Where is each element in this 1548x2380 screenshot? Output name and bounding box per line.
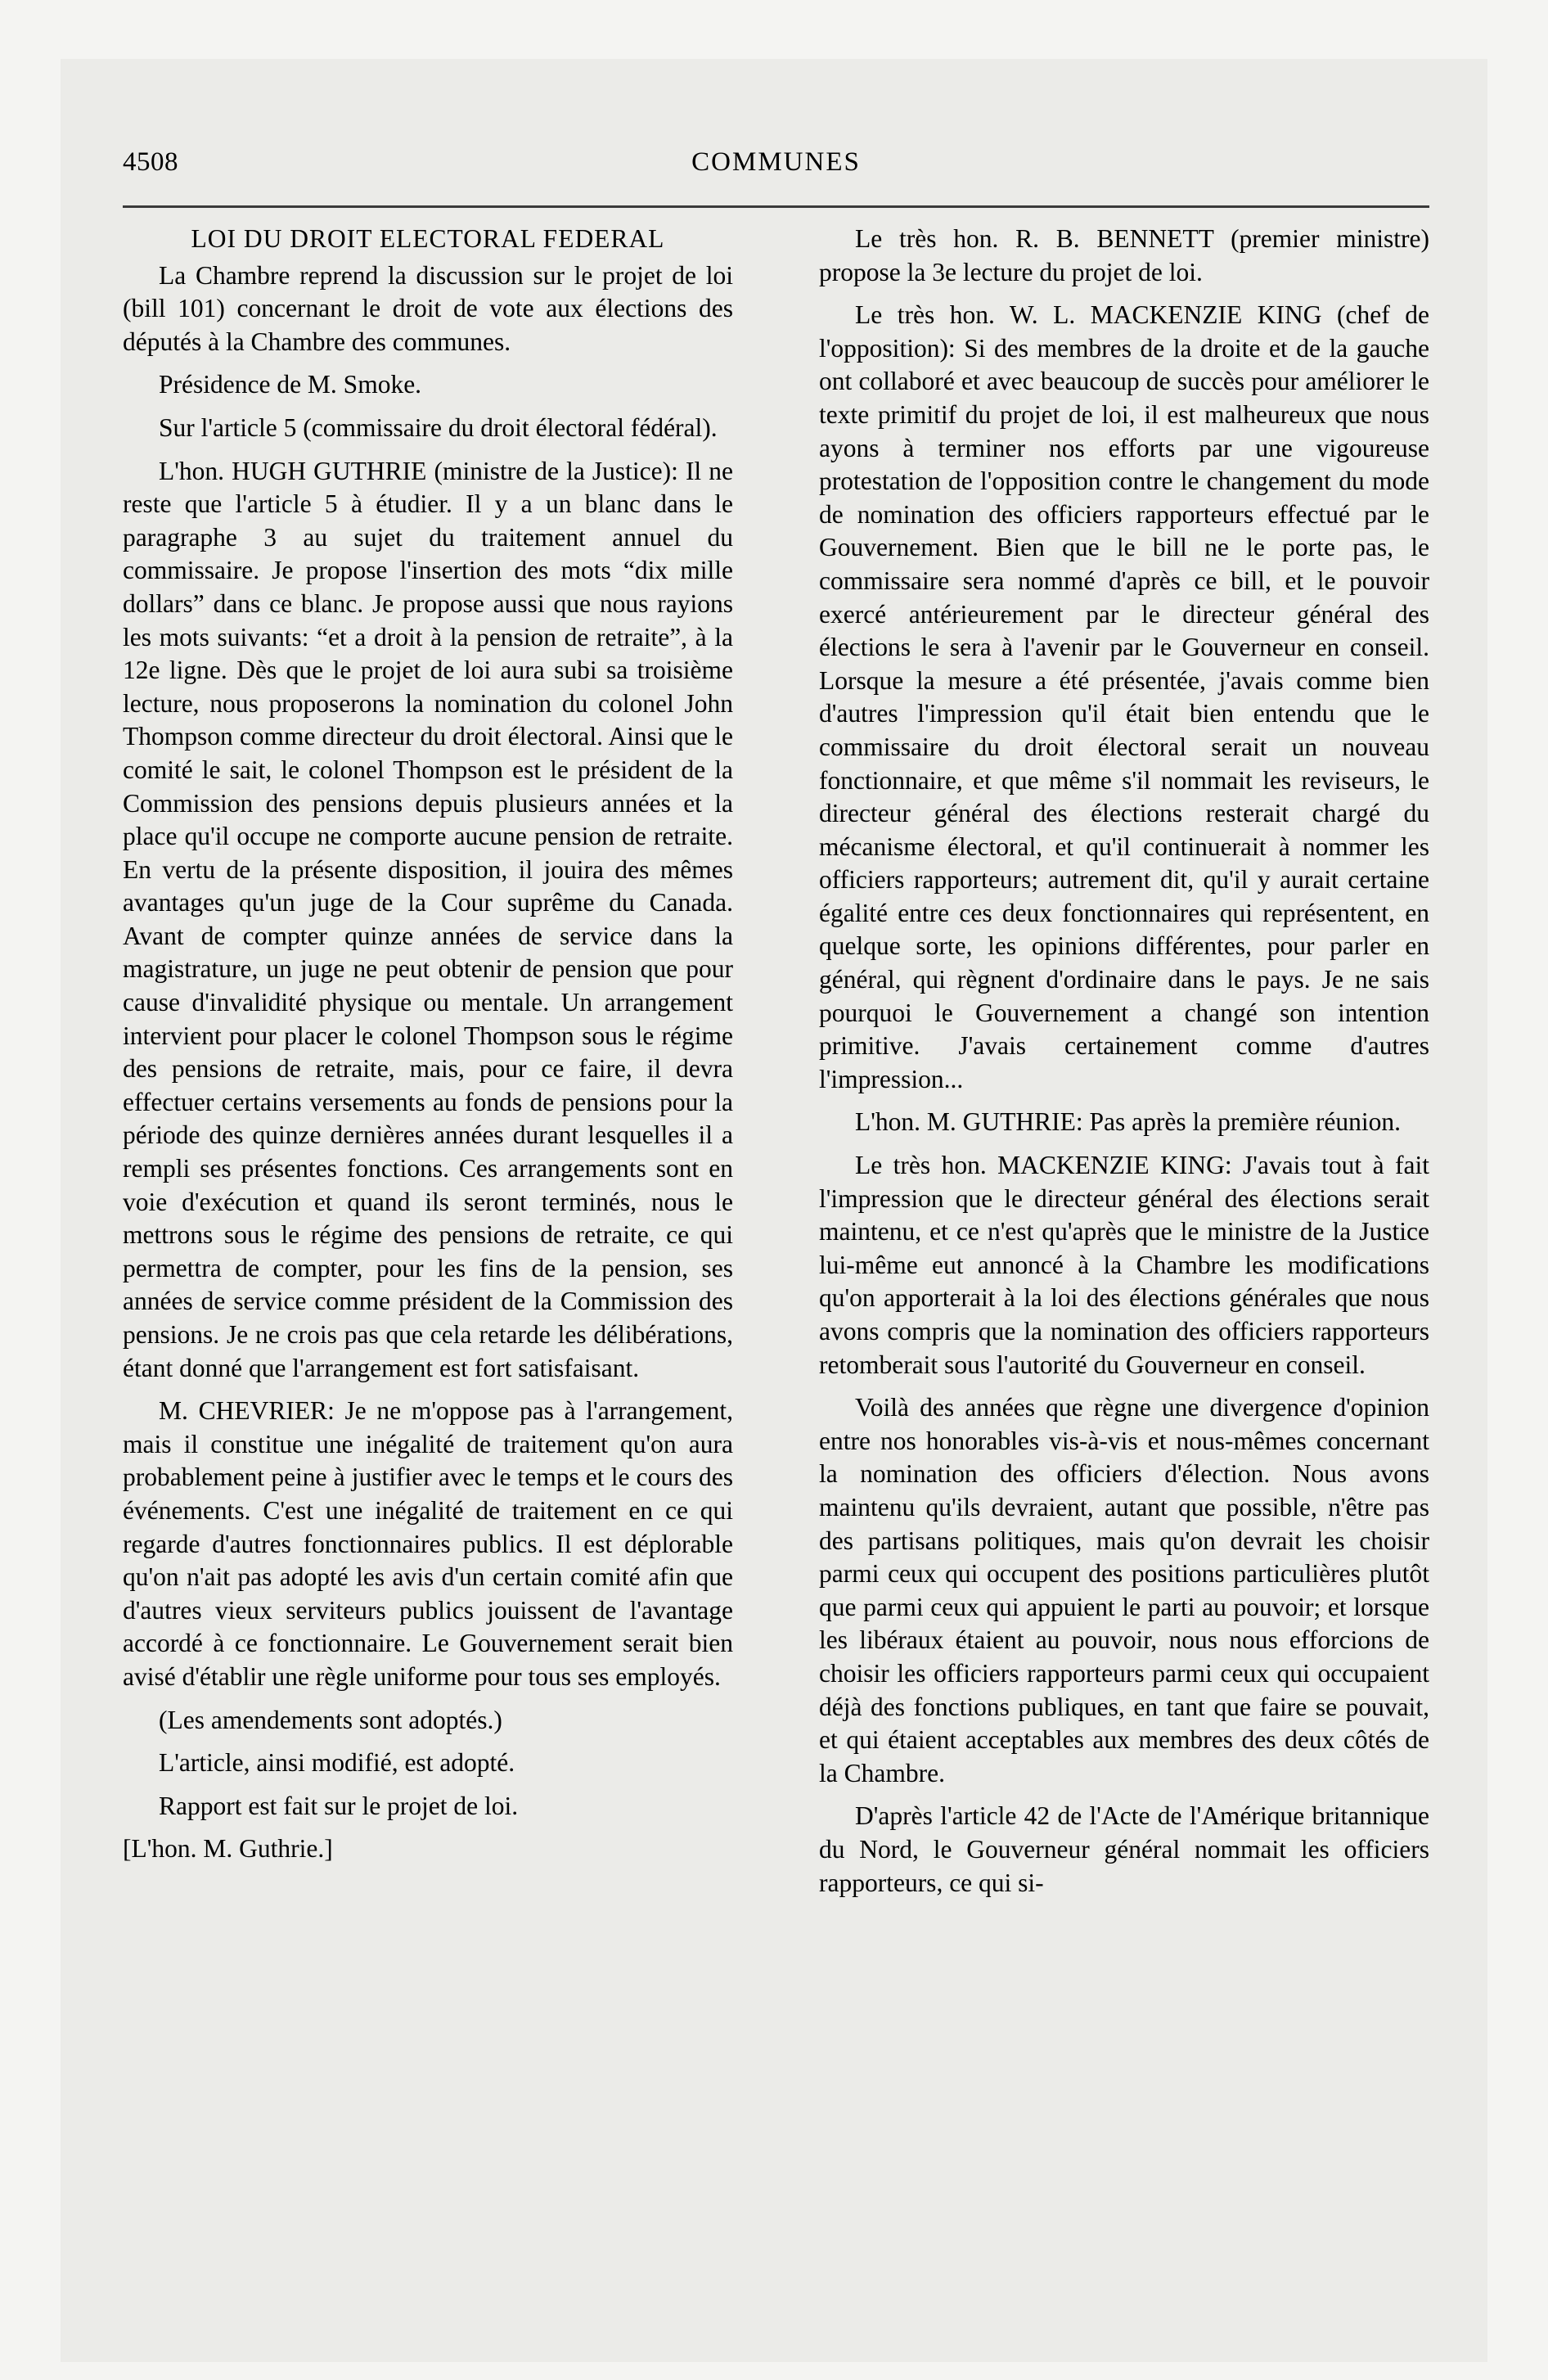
paragraph: Le très hon. MACKENZIE KING: J'avais tout à fait l'impression que le directeur général des élections serait maintenu, et ce n'est qu'après que le ministre de la Justice lui-même eut annoncé à la Chambre les modifications qu'on apporterait à la loi des élections générales que nous avons compris que la nomination des officiers rapporteurs retomberait sous l'autorité du Gouverneur en conseil. (819, 1151, 1429, 1379)
speaker-note: [L'hon. M. Guthrie.] (123, 1834, 333, 1864)
page-number: 4508 (123, 147, 178, 177)
left-column (123, 223, 733, 1876)
paragraph: Sur l'article 5 (commissaire du droit électoral fédéral). (159, 412, 718, 442)
paragraph: Le très hon. W. L. MACKENZIE KING (chef de l'opposition): Si des membres de la droite et de la gauche ont collaboré et avec beaucoup de succès pour améliorer le texte primitif du projet de loi, il est malheureux que nous ayons à terminer nos efforts par une vigoureuse protestation de l'opposition contre le changement du mode de nomination des officiers rapporteurs effectué par le Gouvernement. Bien que le bill ne le porte pas, le commissaire sera nommé d'après ce bill, et le pouvoir exercé antérieurement par le directeur général des élections le sera à l'avenir par le Gouverneur en conseil. Lorsque la mesure a été présentée, j'avais comme bien d'autres l'impression qu'il était bien entendu que le commissaire du droit électoral serait un nouveau fonctionnaire, et que même s'il nommait les reviseurs, le directeur général des élections resterait chargé du mécanisme électoral, et qu'il continuerait à nommer les officiers rapporteurs; autrement dit, qu'il y aurait certaine égalité entre ces deux fonctionnaires qui représentent, en quelque sorte, les opinions différentes, pour parler en général, qui règnent d'ordinaire dans le pays. Je ne sais pourquoi le Gouvernement a changé son intention primitive. J'avais certainement comme d'autres l'impression... (819, 300, 1429, 1093)
paragraph: L'article, ainsi modifié, est adopté. (159, 1748, 515, 1778)
paragraph: La Chambre reprend la discussion sur le projet de loi (bill 101) concernant le droit de vote aux élections des députés à la Chambre des communes. (123, 260, 733, 356)
section-heading: LOI DU DROIT ELECTORAL FEDERAL (191, 224, 665, 253)
header-rule (123, 205, 1429, 208)
paragraph: (Les amendements sont adoptés.) (159, 1705, 502, 1734)
paragraph: Présidence de M. Smoke. (159, 370, 422, 399)
right-column (819, 223, 1429, 1909)
journal-title: COMMUNES (691, 147, 861, 177)
paragraph: Voilà des années que règne une divergence d'opinion entre nos honorables vis-à-vis et nous-mêmes concernant la nomination des officiers d'élection. Nous avons maintenu qu'ils devraient, autant que possible, n'être pas des partisans politiques, mais qu'on devrait les choisir parmi ceux qui occupent des positions particulières plutôt que parmi ceux qui appuient le parti au pouvoir; et lorsque les libéraux étaient au pouvoir, nous nous efforcions de choisir les officiers rapporteurs parmi ceux qui occupaient déjà des fonctions publiques, en tant que faire se pouvait, et qui étaient acceptables aux membres des deux côtés de la Chambre. (819, 1393, 1429, 1787)
running-head (123, 139, 1429, 188)
paragraph: L'hon. HUGH GUTHRIE (ministre de la Justice): Il ne reste que l'article 5 à étudier. Il y a un blanc dans le paragraphe 3 au sujet du traitement annuel du commissaire. Je propose l'insertion des mots “dix mille dollars” dans ce blanc. Je propose aussi que nous rayions les mots suivants: “et a droit à la pension de retraite”, à la 12e ligne. Dès que le projet de loi aura subi sa troisième lecture, nous proposerons la nomination du colonel John Thompson comme directeur du droit électoral. Ainsi que le comité le sait, le colonel Thompson est le président de la Commission des pensions depuis plusieurs années et la place qu'il occupe ne comporte aucune pension de retraite. En vertu de la présente disposition, il jouira des mêmes avantages qu'un juge de la Cour suprême du Canada. Avant de compter quinze années de service dans la magistrature, un juge ne peut obtenir de pension que pour cause d'invalidité physique ou mentale. Un arrangement intervient pour placer le colonel Thompson sous le régime des pensions de retraite, mais, pour ce faire, il devra effectuer certains versements au fonds de pensions pour la période des quinze dernières années durant lesquelles il a rempli ses présentes fonctions. Ces arrangements sont en voie d'exécution et quand ils seront terminés, nous le mettrons sous le régime des pensions de retraite, ce qui permettra de compter, pour les fins de la pension, ses années de service comme président de la Commission des pensions. Je ne crois pas que cela retarde les délibérations, étant donné que l'arrangement est fort satisfaisant. (123, 456, 733, 1382)
paragraph: Le très hon. R. B. BENNETT (premier ministre) propose la 3e lecture du projet de loi. (819, 224, 1429, 286)
paragraph: Rapport est fait sur le projet de loi. (159, 1791, 519, 1820)
paragraph: L'hon. M. GUTHRIE: Pas après la première réunion. (855, 1107, 1402, 1137)
paragraph: D'après l'article 42 de l'Acte de l'Amérique britannique du Nord, le Gouverneur général nommait les officiers rapporteurs, ce qui si- (819, 1801, 1429, 1897)
paragraph: M. CHEVRIER: Je ne m'oppose pas à l'arrangement, mais il constitue une inégalité de traitement qu'on aura probablement peine à justifier avec le temps et le cours des événements. C'est une inégalité de traitement en ce qui regarde d'autres fonctionnaires publics. Il est déplorable qu'on n'ait pas adopté les avis d'un certain comité afin que d'autres vieux serviteurs publics jouissent de l'avantage accordé à ce fonctionnaire. Le Gouvernement serait bien avisé d'établir une règle uniforme pour tous ses employés. (123, 1396, 733, 1691)
